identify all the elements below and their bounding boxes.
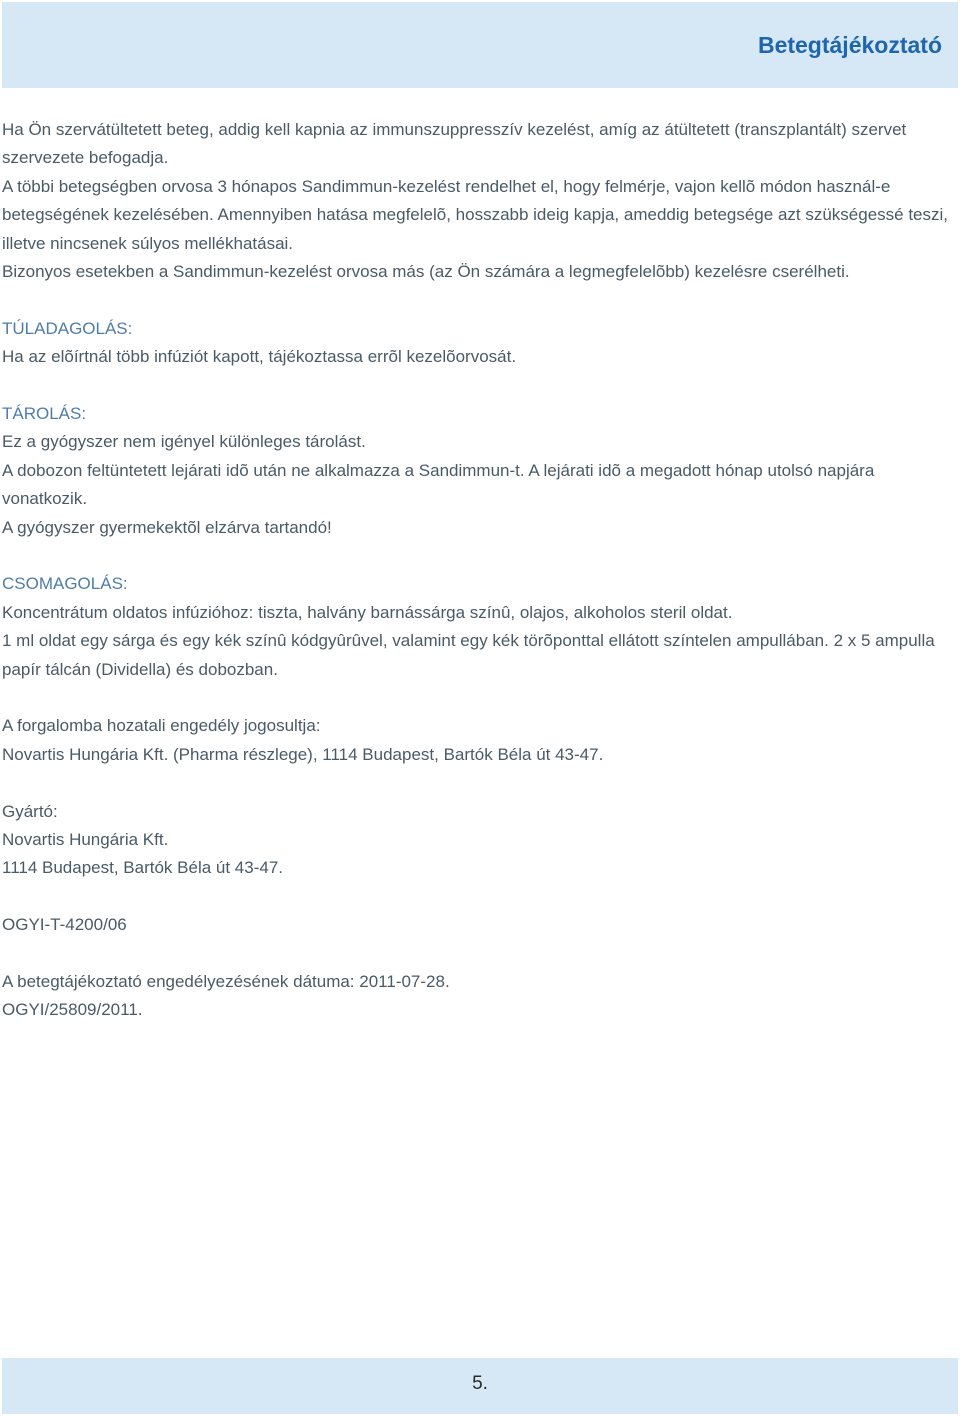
page-number: 5. <box>472 1373 488 1394</box>
holder-heading: A forgalomba hozatali engedély jogosultja: <box>2 716 321 736</box>
packaging-line-2: 1 ml oldat egy sárga és egy kék színû kódgyûrûvel, valamint egy kék törõponttal ellátott színtelen ampullában. 2 x 5 ampulla papír tálcán (Dividella) és dobozban. <box>2 631 935 679</box>
intro-paragraph-3: Bizonyos esetekben a Sandimmun-kezelést orvosa más (az Ön számára a legmegfelelõbb) kezelésre cserélheti. <box>2 262 850 282</box>
manufacturer-heading: Gyártó: <box>2 801 58 821</box>
storage-heading: TÁROLÁS: <box>2 404 87 424</box>
storage-line-3: A gyógyszer gyermekektõl elzárva tartandó! <box>2 517 332 537</box>
storage-line-2: A dobozon feltüntetett lejárati idõ után ne alkalmazza a Sandimmun-t. A lejárati idõ a megadott hónap utolsó napjára vonatkozik. <box>2 460 875 509</box>
approval-reference: OGYI/25809/2011. <box>2 1000 143 1020</box>
packaging-heading: CSOMAGOLÁS: <box>2 574 128 594</box>
manufacturer-line-2: 1114 Budapest, Bartók Béla út 43-47. <box>2 858 284 878</box>
manufacturer-line-1: Novartis Hungária Kft. <box>2 830 169 850</box>
storage-line-1: Ez a gyógyszer nem igényel különleges tárolást. <box>2 432 366 452</box>
approval-date: A betegtájékoztató engedélyezésének dátuma: 2011-07-28. <box>2 972 450 992</box>
overdose-heading: TÚLADAGOLÁS: <box>2 318 133 338</box>
page-footer <box>2 1358 958 1414</box>
packaging-line-1: Koncentrátum oldatos infúzióhoz: tiszta, halvány barnássárga színû, olajos, alkoholos steril oldat. <box>2 602 733 622</box>
registration-number: OGYI-T-4200/06 <box>2 915 127 935</box>
document-body <box>2 116 956 1025</box>
page-header <box>2 2 958 88</box>
overdose-text: Ha az elõírtnál több infúziót kapott, tájékoztassa errõl kezelõorvosát. <box>2 347 517 367</box>
holder-text: Novartis Hungária Kft. (Pharma részlege), 1114 Budapest, Bartók Béla út 43-47. <box>2 744 604 764</box>
intro-paragraph-1: Ha Ön szervátültetett beteg, addig kell kapnia az immunszuppresszív kezelést, amíg az átültetett (transzplantált) szervet szervezete befogadja. <box>2 120 907 168</box>
intro-paragraph-2: A többi betegségben orvosa 3 hónapos Sandimmun-kezelést rendelhet el, hogy felmérje, vajon kellõ módon használ-e betegségének kezelésében. Amennyiben hatása megfelelõ, hosszabb ideig kapja, ameddig betegsége azt szükségessé teszi, illetve nincsenek súlyos mellékhatásai. <box>2 176 949 253</box>
document-title: Betegtájékoztató <box>757 32 942 58</box>
